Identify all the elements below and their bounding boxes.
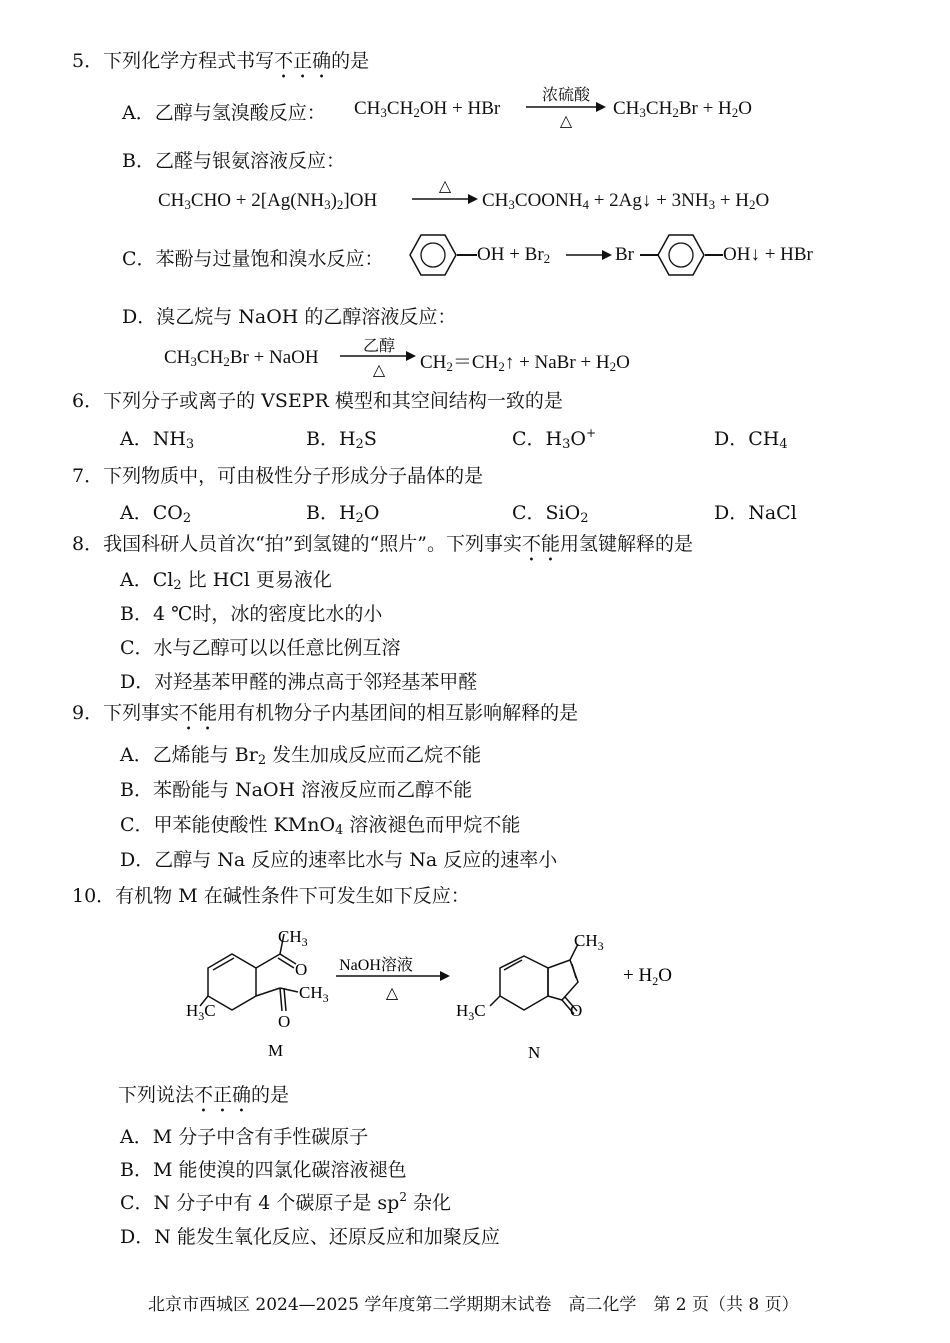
q5-option-b-rhs: $CH_3COONH_4$ + 2Ag↓ + $3NH_3 + H_2O$ [482,190,770,212]
q5-option-d-rhs: $CH_2=CH_2↑$ + NaBr + $H_2O$ [420,352,630,374]
m-ch3-right: $CH_3$ [299,983,329,1005]
bond-line [705,254,723,256]
q5-option-d-lhs: $CH_3CH_2Br$ + NaOH [164,347,319,369]
q7-option-d: D．NaCl [714,502,797,524]
q6-option-b: B．$H_2S$ [306,428,377,452]
q9-option-a: A．乙烯能与 $Br_2$ 发生加成反应而乙烷不能 [120,744,482,768]
q10-stem: 10．有机物 M 在碱性条件下可发生如下反应： [72,885,470,907]
plus-water: + $H_2O$ [623,965,672,988]
q10-option-d: D．N 能发生氧化反应、还原反应和加聚反应 [120,1226,500,1248]
q9-option-c: C．甲苯能使酸性 KMnO$_4$ 溶液褪色而甲烷不能 [120,814,521,838]
q10-option-a: A．M 分子中含有手性碳原子 [120,1126,369,1148]
q7-stem: 7．下列物质中，可由极性分子形成分子晶体的是 [72,465,484,487]
m-h3c: $H_3C$ [186,1001,216,1023]
q10-condition: NaOH溶液 [339,957,413,974]
q10-sub-stem: 下列说法不正确的是 [118,1084,290,1106]
q10-heat: △ [385,985,399,1002]
q5-option-d-label: D．溴乙烷与 NaOH 的乙醇溶液反应： [122,306,457,328]
q5-option-b-label: B．乙醛与银氨溶液反应： [122,150,345,172]
q8-option-c: C．水与乙醇可以以任意比例互溶 [120,637,401,659]
q8-stem: 8．我国科研人员首次“拍”到氢键的“照片”。下列事实不能用氢键解释的是 [72,533,693,555]
q10-option-c: C．N 分子中有 4 个碳原子是 $sp^2$ 杂化 [120,1190,452,1214]
benzene-ring-icon [408,232,458,278]
q9-stem: 9．下列事实不能用有机物分子内基团间的相互影响解释的是 [72,702,579,724]
q10-option-b: B．M 能使溴的四氯化碳溶液褪色 [120,1159,407,1181]
q9-option-b: B．苯酚能与 NaOH 溶液反应而乙醇不能 [120,779,473,801]
q5-stem: 5．下列化学方程式书写不正确的是 [72,50,370,72]
q5-option-a-heat: △ [559,111,573,130]
q10-reaction-scheme [180,918,860,1066]
q5-option-a-rhs: $CH_3CH_2Br + H_2O$ [613,98,752,120]
q5-option-d-condition: 乙醇 [362,336,395,355]
m-ch3-top: $CH_3$ [278,927,308,949]
q5-option-c-label: C．苯酚与过量饱和溴水反应： [122,248,384,270]
q8-option-a: A．$Cl_2$ 比 HCl 更易液化 [120,569,332,593]
q5-option-c-oh1: OH + $Br_2$ [477,244,551,266]
page-footer: 北京市西城区 2024—2025 学年度第二学期期末试卷 高二化学 第 2 页（共 8 页） [148,1295,799,1315]
q5-option-c-oh2: OH↓ + HBr [723,244,813,265]
q8-option-b: B．4 ℃时，冰的密度比水的小 [120,603,383,625]
q5-option-a-lhs: $CH_3CH_2OH$ + HBr [354,98,501,120]
q5-option-b-lhs: $CH_3CHO + 2[Ag(NH_3)_2]OH$ [158,190,378,212]
q7-option-a: A．$CO_2$ [120,502,192,526]
label-n: N [528,1043,541,1062]
q5-option-a-label: A．乙醇与氢溴酸反应： [122,102,326,124]
q6-option-a: A．$NH_3$ [120,428,195,452]
n-h3c: $H_3C$ [456,1001,486,1023]
label-m: M [268,1041,284,1060]
q5-option-a-condition: 浓硫酸 [541,85,590,104]
bond-line [457,254,477,256]
q6-stem: 6．下列分子或离子的 VSEPR 模型和其空间结构一致的是 [72,390,563,412]
q6-option-d: D．$CH_4$ [714,428,788,452]
q6-option-c: C．$H_3O^+$ [512,426,597,452]
n-o: O [570,1001,583,1020]
reaction-arrow-icon [566,248,612,262]
m-o-top: O [295,960,308,979]
n-ch3: $CH_3$ [574,931,604,953]
q5-option-b-heat: △ [438,176,452,195]
q7-option-c: C．SiO$_2$ [512,502,589,526]
benzene-ring-icon [656,232,706,278]
q5-option-c-br: Br [615,244,634,265]
q7-option-b: B．$H_2O$ [306,502,380,526]
q8-option-d: D．对羟基苯甲醛的沸点高于邻羟基苯甲醛 [120,671,478,693]
molecule-n-structure [490,944,578,1014]
q9-option-d: D．乙醇与 Na 反应的速率比水与 Na 反应的速率小 [120,849,558,871]
m-o-bottom: O [278,1012,291,1031]
q5-option-d-heat: △ [372,360,386,379]
